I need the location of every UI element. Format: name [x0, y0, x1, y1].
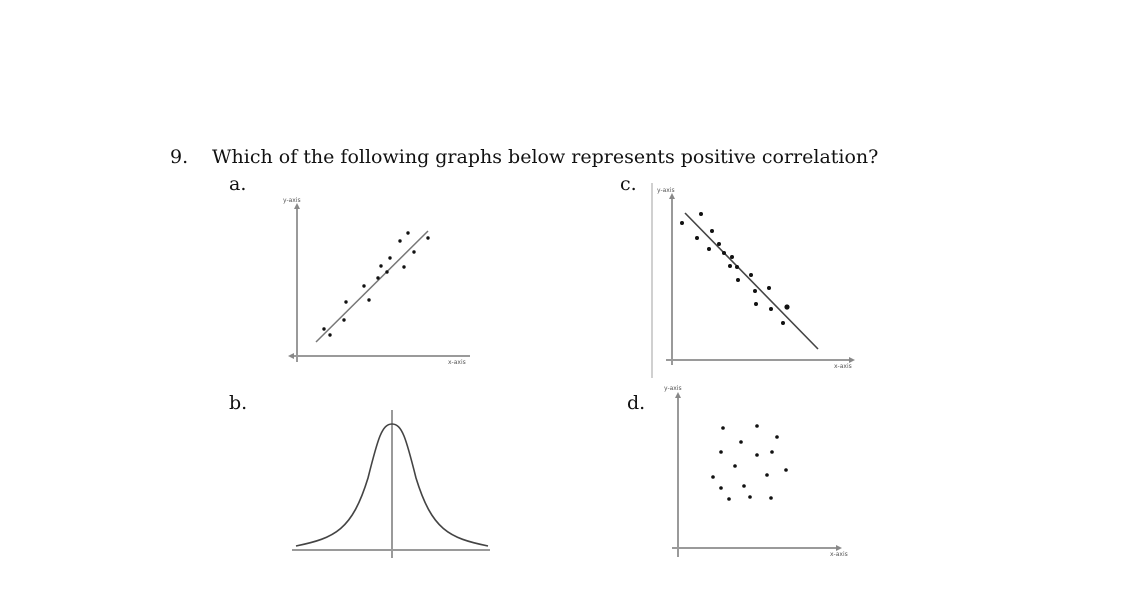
- graph-a-trend-line: [316, 231, 428, 342]
- option-c-label: c.: [620, 173, 637, 195]
- graph-d-no-correlation-scatter: [660, 382, 865, 564]
- graph-d-x-label: x-axis: [830, 551, 848, 558]
- graph-c-x-label: x-axis: [834, 363, 852, 370]
- graph-a-y-label: y-axis: [283, 197, 301, 204]
- graph-b-bell-curve: [290, 408, 492, 560]
- option-a-label: a.: [229, 173, 247, 195]
- graph-d-y-arrow: [675, 392, 681, 398]
- graph-d-y-label: y-axis: [664, 385, 682, 392]
- option-b-label: b.: [229, 392, 248, 414]
- graph-a-points: [322, 231, 429, 336]
- option-d-label: d.: [627, 392, 646, 414]
- graph-c-points: [680, 212, 790, 325]
- graph-c-trend-line: [685, 213, 818, 349]
- graph-a-x-label: x-axis: [448, 359, 466, 366]
- question-text: Which of the following graphs below represents positive correlation?: [212, 146, 879, 168]
- graph-a-x-arrow: [288, 353, 294, 359]
- question-number: 9.: [170, 146, 189, 168]
- graph-c-y-label: y-axis: [657, 187, 675, 194]
- graph-a-positive-scatter: [280, 190, 480, 375]
- graph-c-negative-scatter: [648, 183, 863, 378]
- graph-d-points: [711, 424, 788, 501]
